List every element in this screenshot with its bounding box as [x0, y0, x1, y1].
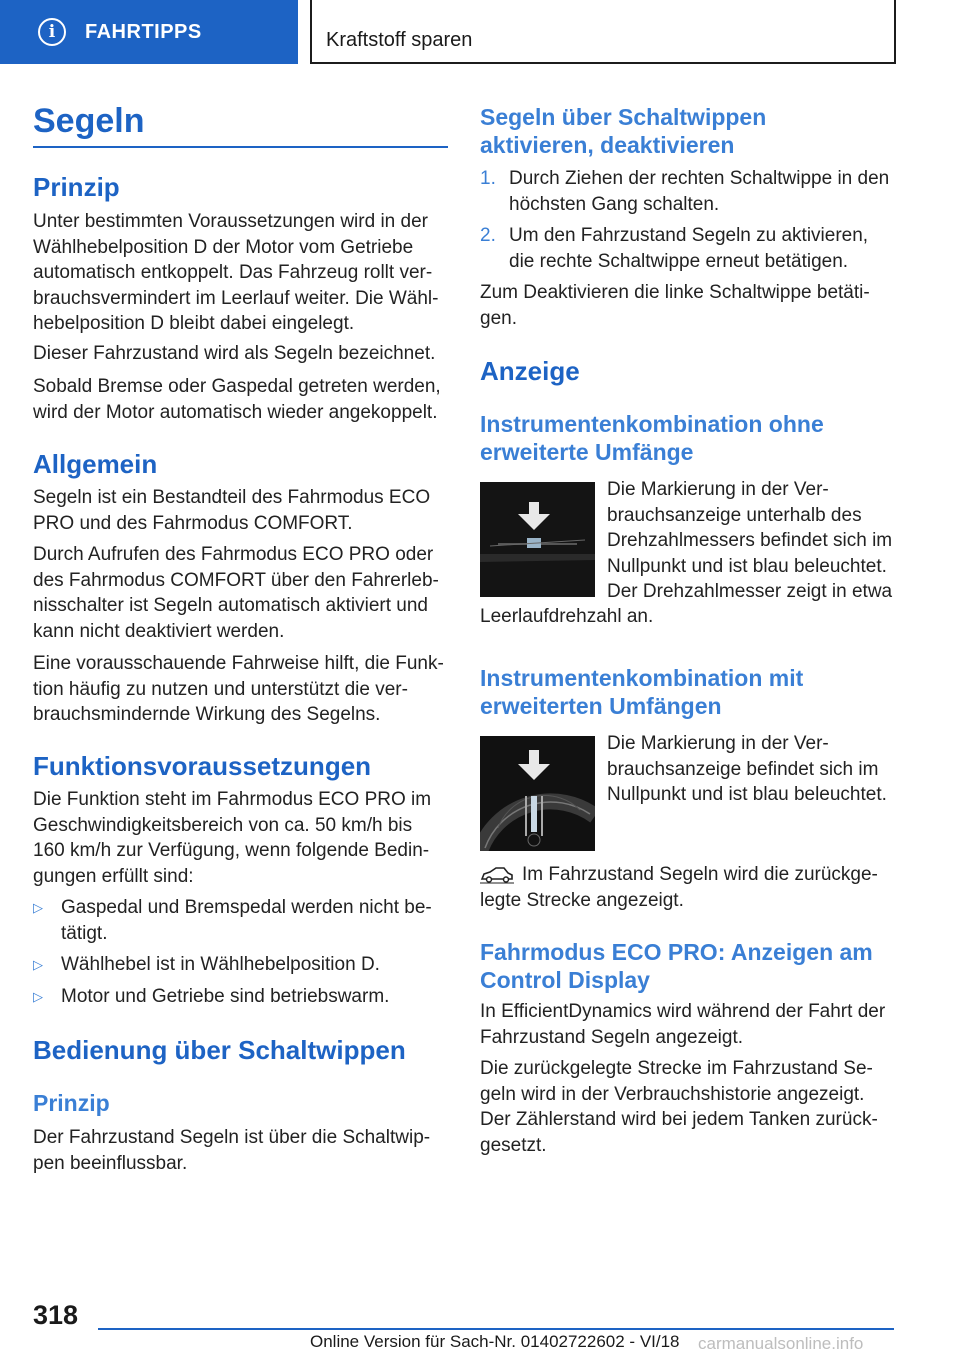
- paragraph-allgemein-2: Durch Aufrufen des Fahrmodus ECO PRO oder des Fahrmodus COMFORT über den Fahrerleb‐ nisschalter ist Segeln automatisch aktiviert und kann nicht deaktiviert werden.: [33, 544, 439, 642]
- bullet-marker: ▷: [33, 957, 43, 972]
- chapter-title: Kraftstoff sparen: [326, 29, 473, 51]
- paragraph-bremse: Sobald Bremse oder Gaspedal getreten werden, wird der Motor automatisch wieder angekoppelt.: [33, 376, 441, 423]
- step-number: 2.: [480, 225, 496, 246]
- instrument-image-mit: [480, 736, 595, 851]
- paragraph-allgemein-3: Eine vorausschauende Fahrweise hilft, die Funk‐ tion häufig zu nutzen und unterstützt die ver‐ brauchsmindernde Wirkung des Segelns.: [33, 653, 444, 725]
- paragraph-leerlauf: Leerlaufdrehzahl an.: [480, 606, 654, 627]
- subheading-eco-pro: Fahrmodus ECO PRO: Anzeigen am Control Display: [480, 939, 873, 993]
- footer-version: Online Version für Sach-Nr. 01402722602 - VI/18: [310, 1332, 680, 1351]
- paragraph-ohne-umfaenge: Die Markierung in der Ver‐ brauchsanzeige unterhalb des Drehzahlmessers befindet sich im Nullpunkt und ist blau beleuchtet. Der Drehzahlmesser zeigt in etwa: [607, 479, 893, 602]
- paragraph-eco-1: In EfficientDynamics wird während der Fahrt der Fahrzustand Segeln angezeigt.: [480, 1001, 886, 1048]
- subheading-mit-umfaengen: Instrumentenkombination mit erweiterten Umfängen: [480, 665, 804, 719]
- heading-anzeige: Anzeige: [480, 356, 580, 386]
- heading-allgemein: Allgemein: [33, 449, 158, 479]
- chapter-header: [310, 0, 896, 64]
- paragraph-prinzip: Unter bestimmten Voraussetzungen wird in der Wählhebelposition D der Motor vom Getriebe automatisch entkoppelt. Das Fahrzeug rollt ver‐ brauchsvermindert im Leerlauf weiter. Die Wähl‐ hebelposition D bleibt dabei eingelegt.: [33, 211, 439, 334]
- gauge-dial-illustration: [480, 736, 595, 851]
- paragraph-allgemein-1: Segeln ist ein Bestandteil des Fahrmodus ECO PRO und des Fahrmodus COMFORT.: [33, 487, 431, 534]
- paragraph-eco-2: Die zurückgelegte Strecke im Fahrzustand Se‐ geln wird in der Verbrauchshistorie angezeigt. Der Zählerstand wird bei jedem Tanken zurück‐ gesetzt.: [480, 1058, 878, 1156]
- heading-rule: [33, 146, 448, 148]
- heading-prinzip: Prinzip: [33, 172, 120, 202]
- step-number: 1.: [480, 168, 496, 189]
- section-label: FAHRTIPPS: [85, 20, 202, 43]
- footer-watermark: carmanualsonline.info: [698, 1334, 864, 1353]
- heading-segeln: Segeln: [33, 102, 145, 140]
- heading-bedienung: Bedienung über Schaltwippen: [33, 1035, 406, 1065]
- paragraph-funktion: Die Funktion steht im Fahrmodus ECO PRO im Geschwindigkeitsbereich von ca. 50 km/h bis 160 km/h zur Verfügung, wenn folgende Bedin‐ gungen erfüllt sind:: [33, 789, 432, 887]
- footer-rule: [98, 1328, 894, 1330]
- instrument-image-ohne: [480, 482, 595, 597]
- paragraph-mit-umfaengen: Die Markierung in der Ver‐ brauchsanzeige befindet sich im Nullpunkt und ist blau beleuchtet.: [607, 733, 887, 805]
- info-icon: i: [38, 18, 66, 46]
- bullet-marker: ▷: [33, 900, 43, 915]
- paragraph-strecke: Im Fahrzustand Segeln wird die zurückge‐ legte Strecke angezeigt.: [480, 864, 878, 911]
- subheading-schaltwippen: Segeln über Schaltwippen aktivieren, deaktivieren: [480, 104, 767, 158]
- section-tab[interactable]: [0, 0, 298, 64]
- page-number: 318: [33, 1300, 79, 1330]
- subheading-prinzip: Prinzip: [33, 1090, 110, 1116]
- gauge-marker-illustration: [480, 482, 595, 597]
- subheading-ohne-umfaenge: Instrumentenkombination ohne erweiterte Umfänge: [480, 411, 824, 465]
- heading-funktionsvoraussetzungen: Funktionsvoraussetzungen: [33, 751, 372, 781]
- paragraph-prinzip-2: Der Fahrzustand Segeln ist über die Schaltwip‐ pen beeinflussbar.: [33, 1127, 431, 1174]
- paragraph-segeln-bezeichnung: Dieser Fahrzustand wird als Segeln bezeichnet.: [33, 343, 436, 364]
- bullet-marker: ▷: [33, 989, 43, 1004]
- paragraph-deaktivieren: Zum Deaktivieren die linke Schaltwippe betäti‐ gen.: [480, 282, 870, 329]
